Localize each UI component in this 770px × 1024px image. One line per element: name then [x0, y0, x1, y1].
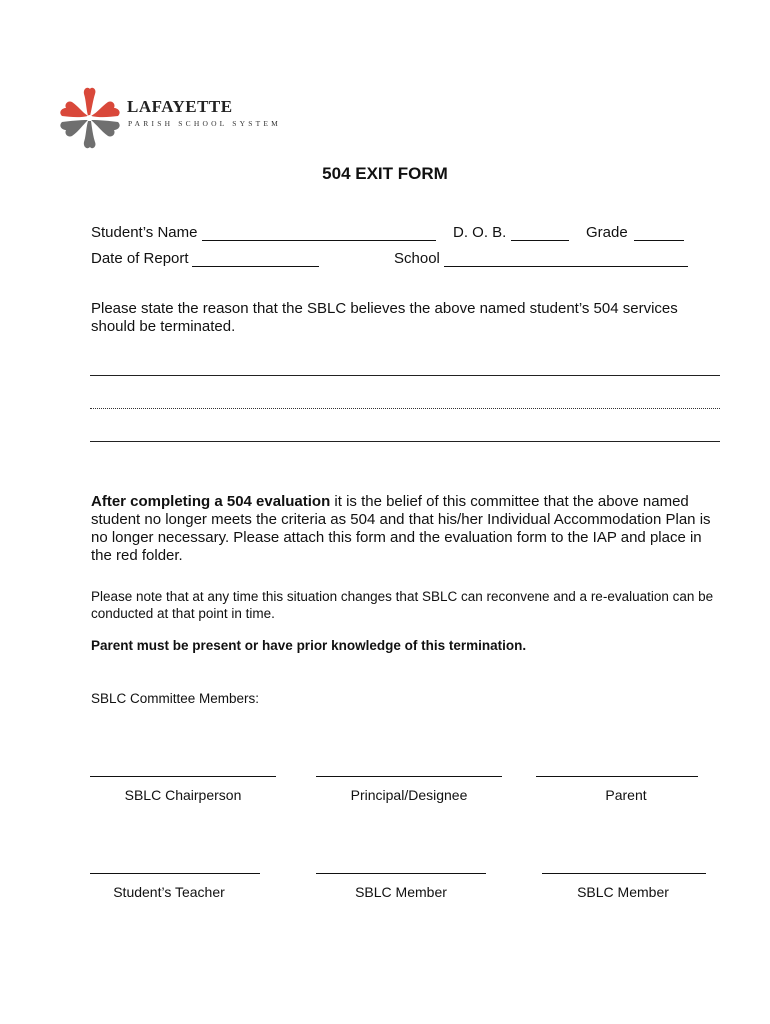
- dob-label: D. O. B.: [453, 224, 507, 241]
- logo-gray-left: [60, 120, 88, 137]
- logo-red-left: [60, 101, 88, 117]
- signature-line-member-1[interactable]: [316, 873, 486, 874]
- lafayette-logo-mark: [56, 86, 124, 150]
- reason-line-1[interactable]: [90, 375, 720, 376]
- student-name-label: Student’s Name: [91, 224, 198, 241]
- logo-gray-right: [91, 120, 120, 137]
- signature-line-teacher[interactable]: [90, 873, 260, 874]
- logo-red-top: [84, 88, 96, 116]
- evaluation-text: it is the belief of this committee that the above named student no longer meets the criteria as 504 and that his/her Individual Accommodation Plan is no longer necessary. Please attach this form and the evaluation form to the IAP and place in the red folder.: [91, 493, 711, 564]
- signature-label-principal: Principal/Designee: [350, 787, 468, 803]
- school-label: School: [394, 250, 440, 267]
- dob-field[interactable]: [511, 240, 569, 241]
- date-of-report-label: Date of Report: [91, 250, 189, 267]
- signature-label-chairperson: SBLC Chairperson: [124, 787, 242, 803]
- signature-label-member-1: SBLC Member: [355, 884, 447, 900]
- logo-gray-bottom: [84, 121, 96, 148]
- date-of-report-field[interactable]: [192, 266, 319, 267]
- signature-line-member-2[interactable]: [542, 873, 706, 874]
- reason-line-3[interactable]: [90, 441, 720, 442]
- reevaluation-note: Please note that at any time this situation changes that SBLC can reconvene and a re-evaluation can be conducted at that point in time.: [91, 589, 714, 621]
- grade-field[interactable]: [634, 240, 684, 241]
- logo-subtitle: PARISH SCHOOL SYSTEM: [128, 119, 282, 128]
- student-name-field[interactable]: [202, 240, 436, 241]
- signature-label-teacher: Student’s Teacher: [113, 884, 225, 900]
- form-title: 504 EXIT FORM: [322, 164, 448, 183]
- signature-line-parent[interactable]: [536, 776, 698, 777]
- committee-label: SBLC Committee Members:: [91, 691, 260, 706]
- signature-label-parent: Parent: [605, 787, 647, 803]
- reason-line-2[interactable]: [90, 408, 720, 409]
- evaluation-bold: After completing a 504 evaluation: [91, 493, 331, 510]
- grade-label: Grade: [586, 224, 628, 241]
- reason-prompt: Please state the reason that the SBLC believes the above named student’s 504 services should be terminated.: [91, 300, 678, 335]
- school-field[interactable]: [444, 266, 688, 267]
- logo-title: LAFAYETTE: [127, 97, 233, 116]
- signature-label-member-2: SBLC Member: [577, 884, 669, 900]
- logo-red-right: [91, 101, 120, 117]
- evaluation-paragraph: [91, 493, 721, 565]
- signature-line-chairperson[interactable]: [90, 776, 276, 777]
- signature-line-principal[interactable]: [316, 776, 502, 777]
- parent-note: Parent must be present or have prior knowledge of this termination.: [91, 638, 527, 653]
